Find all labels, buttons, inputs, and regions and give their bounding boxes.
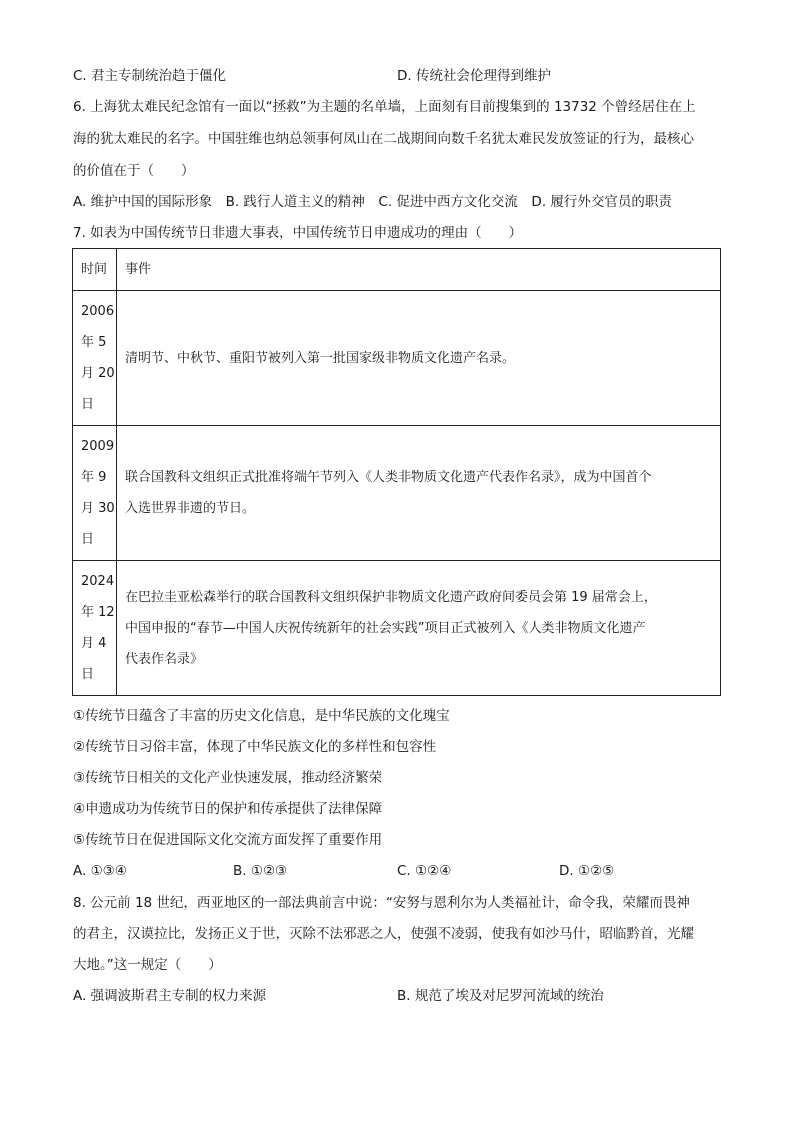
event-text: 清明节、中秋节、重阳节被列入第一批国家级非物质文化遗产名录。 xyxy=(125,350,516,366)
table-header-row xyxy=(73,249,721,291)
q6-options: A. 维护中国的国际形象 B. 践行人道主义的精神 C. 促进中西方文化交流 D. 履行外交官员的职责 xyxy=(73,194,672,210)
q7-statement-4: ④申遗成功为传统节日的保护和传承提供了法律保障 xyxy=(73,801,383,817)
event-text: 联合国教科文组织正式批准将端午节列入《人类非物质文化遗产代表作名录》，成为中国首个 xyxy=(125,470,652,485)
event-text: 代表作名录》 xyxy=(125,651,204,667)
date-part: 月 30 xyxy=(81,501,115,516)
date-part: 月 20 xyxy=(81,366,115,381)
table-row xyxy=(73,291,721,426)
q7-statement-5: ⑤传统节日在促进国际文化交流方面发挥了重要作用 xyxy=(73,832,383,848)
q6-stem-line1: 6. 上海犹太难民纪念馆有一面以“拯救”为主题的名单墙，上面刻有目前搜集到的 13732 个曾经居住在上 xyxy=(73,99,696,115)
table-cell-event xyxy=(117,291,721,426)
q5-option-c: C. 君主专制统治趋于僵化 xyxy=(73,68,227,84)
table-cell-date xyxy=(73,561,117,696)
q7-option-d: D. ①②⑤ xyxy=(559,863,615,879)
q8-stem-line3: 大地。”这一规定（ ） xyxy=(73,957,222,973)
table-header-event: 事件 xyxy=(117,249,721,291)
date-part: 日 xyxy=(81,532,95,547)
table-cell-event xyxy=(117,561,721,696)
table-cell-event xyxy=(117,426,721,561)
q6-stem-line2: 海的犹太难民的名字。中国驻维也纳总领事何凤山在二战期间向数千名犹太难民发放签证的行为，最核心 xyxy=(73,131,694,147)
date-part: 2009 xyxy=(81,439,115,454)
event-text: 入选世界非遗的节日。 xyxy=(125,501,256,516)
q7-statement-3: ③传统节日相关的文化产业快速发展，推动经济繁荣 xyxy=(73,770,383,786)
event-text: 中国申报的“春节—中国人庆祝传统新年的社会实践”项目正式被列入《人类非物质文化遗产 xyxy=(125,620,646,636)
date-part: 2024 xyxy=(81,574,115,589)
date-part: 年 12 xyxy=(81,605,115,620)
date-part: 年 5 xyxy=(81,335,107,350)
q8-stem-line1: 8. 公元前 18 世纪，西亚地区的一部法典前言中说：“安努与恩利尔为人类福祉计，命令我，荣耀而畏神 xyxy=(73,895,690,911)
date-part: 年 9 xyxy=(81,470,107,485)
q8-stem-line2: 的君主，汉谟拉比，发扬正义于世，灭除不法邪恶之人，使强不凌弱，使我有如沙马什，昭临黔首，光耀 xyxy=(73,926,694,942)
table-row xyxy=(73,561,721,696)
q7-stem: 7. 如表为中国传统节日非遗大事表，中国传统节日申遗成功的理由（ ） xyxy=(73,225,523,241)
event-text: 在巴拉圭亚松森举行的联合国教科文组织保护非物质文化遗产政府间委员会第 19 届常会上， xyxy=(125,589,657,605)
table-row xyxy=(73,426,721,561)
q7-option-b: B. ①②③ xyxy=(233,863,288,879)
q7-statement-2: ②传统节日习俗丰富，体现了中华民族文化的多样性和包容性 xyxy=(73,739,437,755)
date-part: 日 xyxy=(81,667,95,682)
q5-option-d: D. 传统社会伦理得到维护 xyxy=(397,68,551,84)
q7-statement-1: ①传统节日蕴含了丰富的历史文化信息，是中华民族的文化瑰宝 xyxy=(73,708,450,724)
date-part: 日 xyxy=(81,397,95,412)
festival-events-table xyxy=(72,248,721,696)
date-part: 2006 xyxy=(81,304,115,319)
table-header-time: 时间 xyxy=(73,249,117,291)
q7-option-a: A. ①③④ xyxy=(73,863,127,879)
q7-option-c: C. ①②④ xyxy=(397,863,452,879)
q8-option-b: B. 规范了埃及对尼罗河流域的统治 xyxy=(397,988,604,1004)
table-cell-date xyxy=(73,426,117,561)
table-cell-date xyxy=(73,291,117,426)
q8-option-a: A. 强调波斯君主专制的权力来源 xyxy=(73,988,267,1004)
q6-stem-line3: 的价值在于（ ） xyxy=(73,163,195,179)
date-part: 月 4 xyxy=(81,636,107,651)
